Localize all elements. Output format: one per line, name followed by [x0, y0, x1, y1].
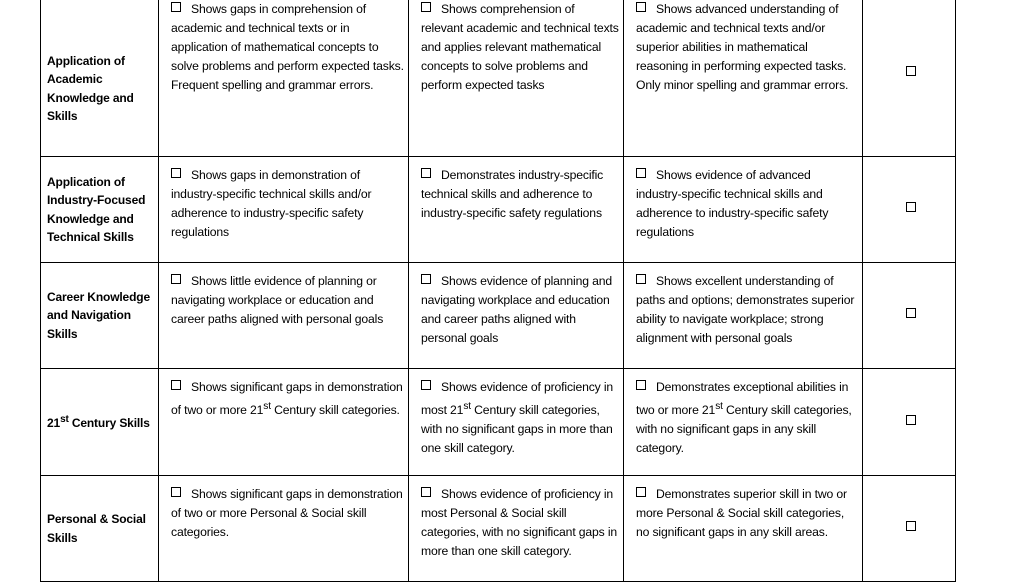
level-cell: [409, 263, 624, 369]
level-cell: [624, 263, 863, 369]
criterion-label: Career Knowledge and Navigation Skills: [47, 289, 150, 341]
checkbox[interactable]: [421, 2, 431, 12]
score-checkbox[interactable]: [906, 308, 916, 318]
level-text: Shows gaps in demonstration of industry-specific technical skills and/or adherence to industry-specific safety regulations: [171, 168, 372, 239]
level-text: Shows little evidence of planning or navigating workplace or education and career paths aligned with personal goals: [171, 274, 384, 326]
score-cell: [863, 157, 956, 263]
level-text: Demonstrates industry-specific technical skills and adherence to industry-specific safety regulations: [421, 168, 604, 220]
level-text: Shows gaps in comprehension of academic and technical texts or in application of mathematical concepts to solve problems and perform expected tasks. Frequent spelling and grammar errors.: [171, 2, 404, 92]
score-checkbox[interactable]: [906, 521, 916, 531]
checkbox[interactable]: [421, 168, 431, 178]
rubric-row: [41, 476, 956, 582]
score-cell: [863, 476, 956, 582]
score-cell: [863, 0, 956, 157]
level-text: Shows evidence of advanced industry-specific technical skills and adherence to industry-specific safety regulations: [636, 168, 829, 239]
level-cell: [409, 476, 624, 582]
score-cell: [863, 263, 956, 369]
level-text: Shows significant gaps in demonstration of two or more 21st Century skill categories.: [171, 380, 403, 418]
criterion-cell: [41, 369, 159, 476]
checkbox[interactable]: [171, 380, 181, 390]
level-cell: [624, 369, 863, 476]
checkbox[interactable]: [636, 2, 646, 12]
rubric-row: [41, 369, 956, 476]
level-text: Shows excellent understanding of paths and options; demonstrates superior ability to navigate workplace; strong alignment with personal goals: [636, 274, 855, 345]
checkbox[interactable]: [636, 487, 646, 497]
criterion-label: Application of Industry-Focused Knowledge and Technical Skills: [47, 174, 146, 244]
rubric-row: [41, 263, 956, 369]
level-text: Shows evidence of proficiency in most 21st Century skill categories, with no significant gaps in more than one skill category.: [421, 380, 614, 456]
level-cell: [409, 369, 624, 476]
checkbox[interactable]: [171, 487, 181, 497]
level-text: Shows advanced understanding of academic and technical texts and/or superior abilities in mathematical reasoning in performing expected tasks. Only minor spelling and grammar errors.: [636, 2, 849, 92]
score-checkbox[interactable]: [906, 202, 916, 212]
score-cell: [863, 369, 956, 476]
criterion-cell: [41, 263, 159, 369]
level-cell: [159, 476, 409, 582]
level-cell: [409, 0, 624, 157]
level-cell: [624, 476, 863, 582]
level-cell: [159, 0, 409, 157]
criterion-cell: [41, 0, 159, 157]
criterion-label: 21st Century Skills: [47, 414, 150, 431]
level-cell: [159, 369, 409, 476]
score-checkbox[interactable]: [906, 66, 916, 76]
checkbox[interactable]: [636, 274, 646, 284]
level-text: Shows evidence of planning and navigating workplace and education and career paths aligned with personal goals: [421, 274, 612, 345]
checkbox[interactable]: [171, 168, 181, 178]
rubric-row: [41, 157, 956, 263]
level-text: Shows evidence of proficiency in most Personal & Social skill categories, with no significant gaps in more than one skill category.: [421, 487, 618, 558]
criterion-cell: [41, 157, 159, 263]
level-cell: [159, 263, 409, 369]
criterion-label: Application of Academic Knowledge and Skills: [47, 53, 134, 123]
level-text: Shows significant gaps in demonstration of two or more Personal & Social skill categories.: [171, 487, 403, 539]
score-checkbox[interactable]: [906, 415, 916, 425]
level-cell: [409, 157, 624, 263]
checkbox[interactable]: [421, 487, 431, 497]
criterion-label: Personal & Social Skills: [47, 512, 146, 545]
checkbox[interactable]: [421, 380, 431, 390]
level-text: Demonstrates exceptional abilities in two or more 21st Century skill categories, with no significant gaps in any skill category.: [636, 380, 852, 456]
rubric-row: [41, 0, 956, 157]
level-text: Demonstrates superior skill in two or more Personal & Social skill categories, no significant gaps in any skill areas.: [636, 487, 847, 539]
rubric-table: [40, 0, 956, 582]
level-text: Shows comprehension of relevant academic and technical texts and applies relevant mathematical concepts to solve problems and perform expected tasks: [421, 2, 619, 92]
level-cell: [159, 157, 409, 263]
checkbox[interactable]: [421, 274, 431, 284]
level-cell: [624, 0, 863, 157]
checkbox[interactable]: [636, 168, 646, 178]
checkbox[interactable]: [171, 2, 181, 12]
criterion-cell: [41, 476, 159, 582]
level-cell: [624, 157, 863, 263]
checkbox[interactable]: [636, 380, 646, 390]
checkbox[interactable]: [171, 274, 181, 284]
